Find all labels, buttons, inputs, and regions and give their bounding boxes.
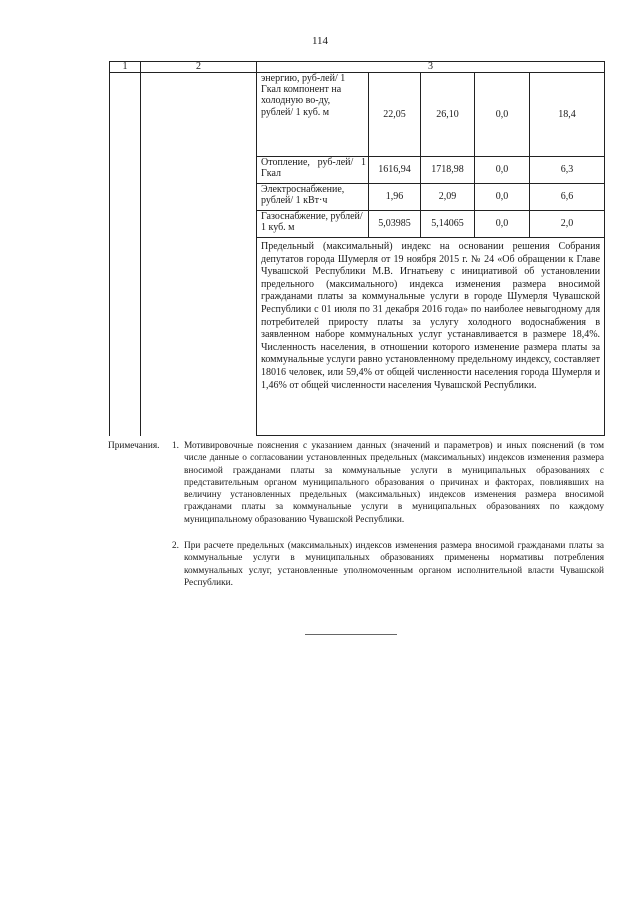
note-item-1 [172,440,604,526]
value-cell: 5,14065 [421,211,475,238]
value-cell: 0,0 [475,211,530,238]
value-cell: 18,4 [530,73,605,157]
table-header-row [110,62,605,73]
note-number: 1. [172,441,179,451]
value-cell: 0,0 [475,157,530,184]
row-label: Газоснабжение, рублей/ 1 куб. м [257,211,369,238]
value-cell: 1616,94 [369,157,421,184]
value-cell: 2,0 [530,211,605,238]
value-cell: 26,10 [421,73,475,157]
index-justification-paragraph: Предельный (максимальный) индекс на основании решения Собрания депутатов города Шумерля от 19 ноября 2015 г. № 24 «Об обращении к Главе Чувашской Республики М.В. Игнатьеву с инициативой об установлении предельного (максимального) индекса изменения размера вносимой гражданами платы за коммунальные услуги в городе Шумерля Чувашской Республики с 01 июля по 31 декабря 2016 года» по наиболее невыгодному для потребителей приросту платы за услугу холодного водоснабжения в заявленном наборе коммунальных услуг устанавливается в размере 18,4%. Численность населения, в отношении которого изменение размера платы за коммунальные услуги равно установленному предельному индексу, составляет 18016 человек, или 59,4% от общей численности населения города Шумерля и 1,46% от общей численности населения Чувашской Республики. [257,238,605,436]
tariff-table [109,61,605,436]
value-cell: 2,09 [421,184,475,211]
value-cell: 1718,98 [421,157,475,184]
table-row [110,73,605,157]
row-label [257,73,369,157]
note-text: Мотивировочные пояснения с указанием данных (значений и параметров) и иных пояснений (в том числе данные о согласовании установленных предельных (максимальных) индексов изменения размера вносимой гражданами платы за коммунальные услуги в муниципальных образованиях с представительным органом муниципального образования о причинах и факторах, повлиявших на величину установленных предельных (максимальных) индексов изменения размера вносимой гражданами платы за коммунальные услуги в муниципальных образованиях по каждому муниципальному образованию Чувашской Республики. [184,441,604,525]
value-cell: 0,0 [475,184,530,211]
note-number: 2. [172,541,179,551]
header-col-3: 3 [257,62,605,73]
row-label-text: энергию, руб-лей/ 1 Гкал компонент на холодную во-ду, рублей/ 1 куб. м [261,73,346,118]
header-col-2: 2 [141,62,257,73]
row-label: Электроснабжение, рублей/ 1 кВт·ч [257,184,369,211]
note-text: При расчете предельных (максимальных) индексов изменения размера вносимой гражданами платы за коммунальные услуги в муниципальных образованиях применены нормативы потребления коммунальных услуг, установленные уполномоченным органом исполнительной власти Чувашской Республики. [184,541,604,588]
row-label: Отопление, руб-лей/ 1 Гкал [257,157,369,184]
value-cell: 6,3 [530,157,605,184]
empty-cell [141,73,257,436]
page-number: 114 [311,35,329,47]
value-cell: 1,96 [369,184,421,211]
value-cell: 0,0 [475,73,530,157]
value-cell: 5,03985 [369,211,421,238]
note-item-2 [172,540,604,589]
separator-line [305,634,397,635]
value-cell: 6,6 [530,184,605,211]
header-col-1: 1 [110,62,141,73]
notes-lead: Примечания. [108,441,160,451]
empty-cell [110,73,141,436]
value-cell: 22,05 [369,73,421,157]
